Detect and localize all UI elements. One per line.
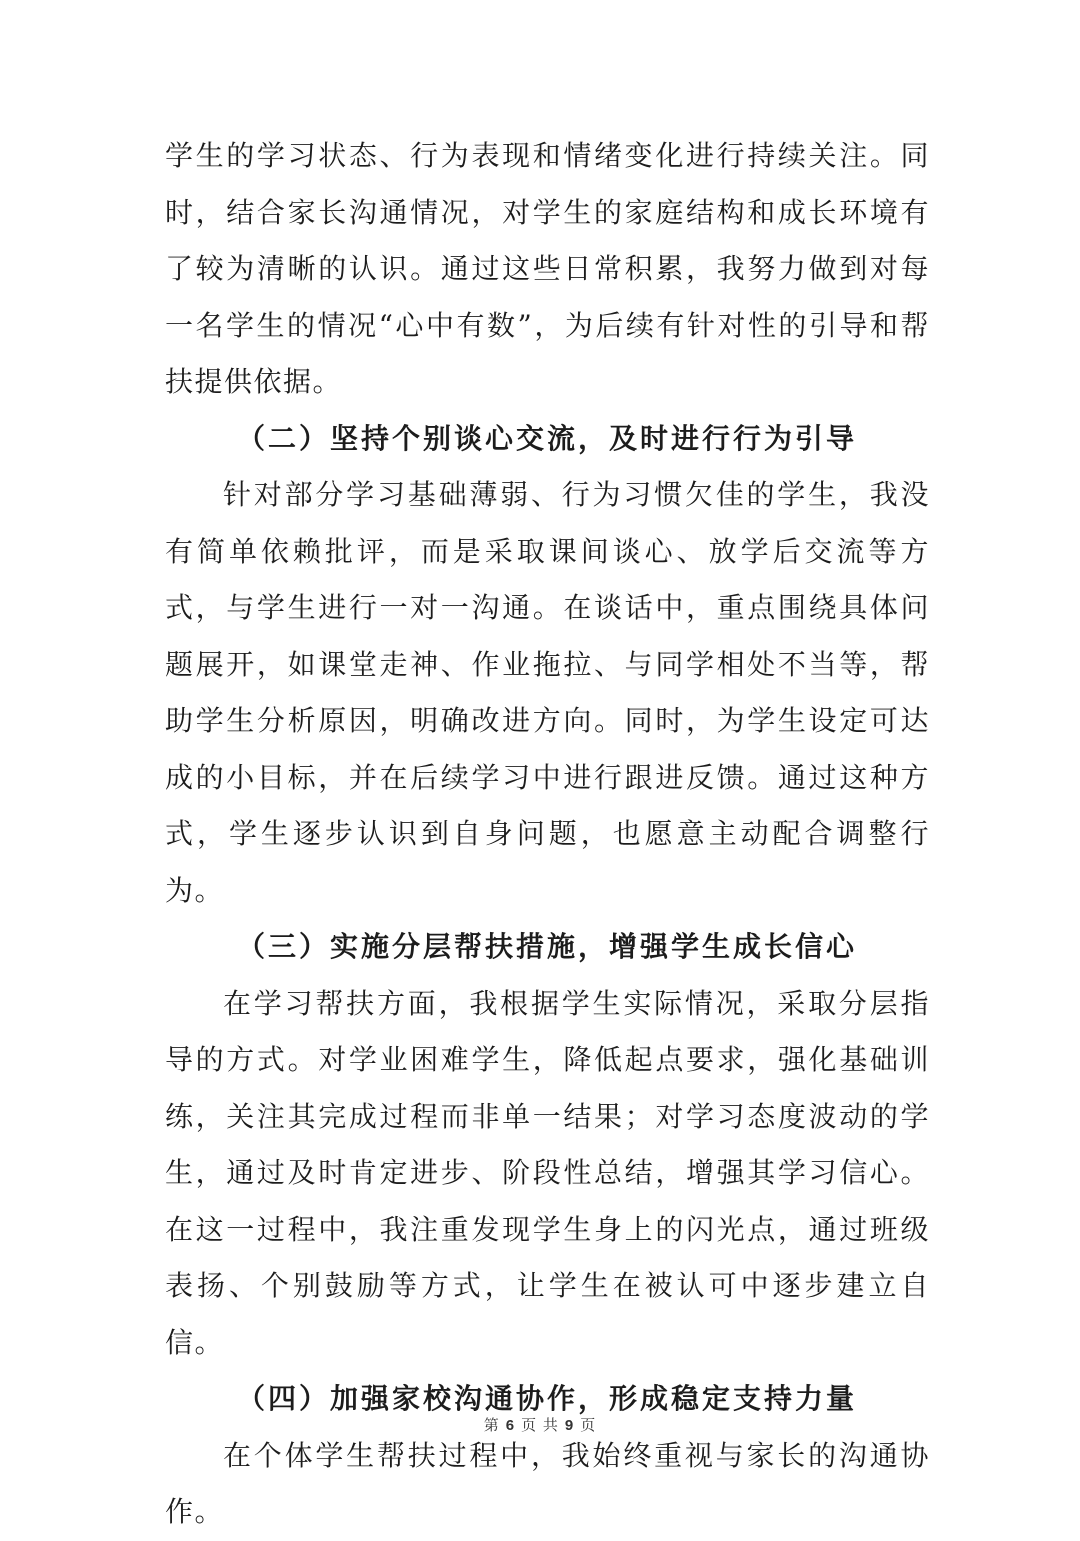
paragraph-section-2: 针对部分学习基础薄弱、行为习惯欠佳的学生，我没有简单依赖批评，而是采取课间谈心、放学后交流等方式，与学生进行一对一沟通。在谈话中，重点围绕具体问题展开，如课堂走神、作业拖拉、与同学相处不当等，帮助学生分析原因，明确改进方向。同时，为学生设定可达成的小目标，并在后续学习中进行跟进反馈。通过这种方式，学生逐步认识到自身问题，也愿意主动配合调整行为。 — [165, 478, 930, 907]
section-heading-4: （四）加强家校沟通协作，形成稳定支持力量 — [237, 1382, 858, 1415]
footer-middle: 页 共 — [521, 1416, 559, 1434]
document-body — [165, 128, 930, 1541]
current-page-number: 6 — [505, 1417, 516, 1434]
paragraph-continuation: 学生的学习状态、行为表现和情绪变化进行持续关注。同时，结合家长沟通情况，对学生的家庭结构和成长环境有了较为清晰的认识。通过这些日常积累，我努力做到对每一名学生的情况“心中有数”，为后续有针对性的引导和帮扶提供依据。 — [165, 139, 930, 398]
footer-prefix: 第 — [483, 1416, 500, 1434]
section-heading-3: （三）实施分层帮扶措施，增强学生成长信心 — [237, 930, 858, 963]
paragraph-section-3: 在学习帮扶方面，我根据学生实际情况，采取分层指导的方式。对学业困难学生，降低起点要求，强化基础训练，关注其完成过程而非单一结果；对学习态度波动的学生，通过及时肯定进步、阶段性总结，增强其学习信心。在这一过程中，我注重发现学生身上的闪光点，通过班级表扬、个别鼓励等方式，让学生在被认可中逐步建立自信。 — [165, 986, 930, 1359]
footer-suffix: 页 — [580, 1416, 597, 1434]
paragraph-section-4: 在个体学生帮扶过程中，我始终重视与家长的沟通协作。 — [165, 1438, 930, 1528]
section-heading-2: （二）坚持个别谈心交流，及时进行行为引导 — [237, 421, 858, 455]
page-footer — [0, 1414, 1080, 1435]
total-page-count: 9 — [564, 1417, 575, 1434]
